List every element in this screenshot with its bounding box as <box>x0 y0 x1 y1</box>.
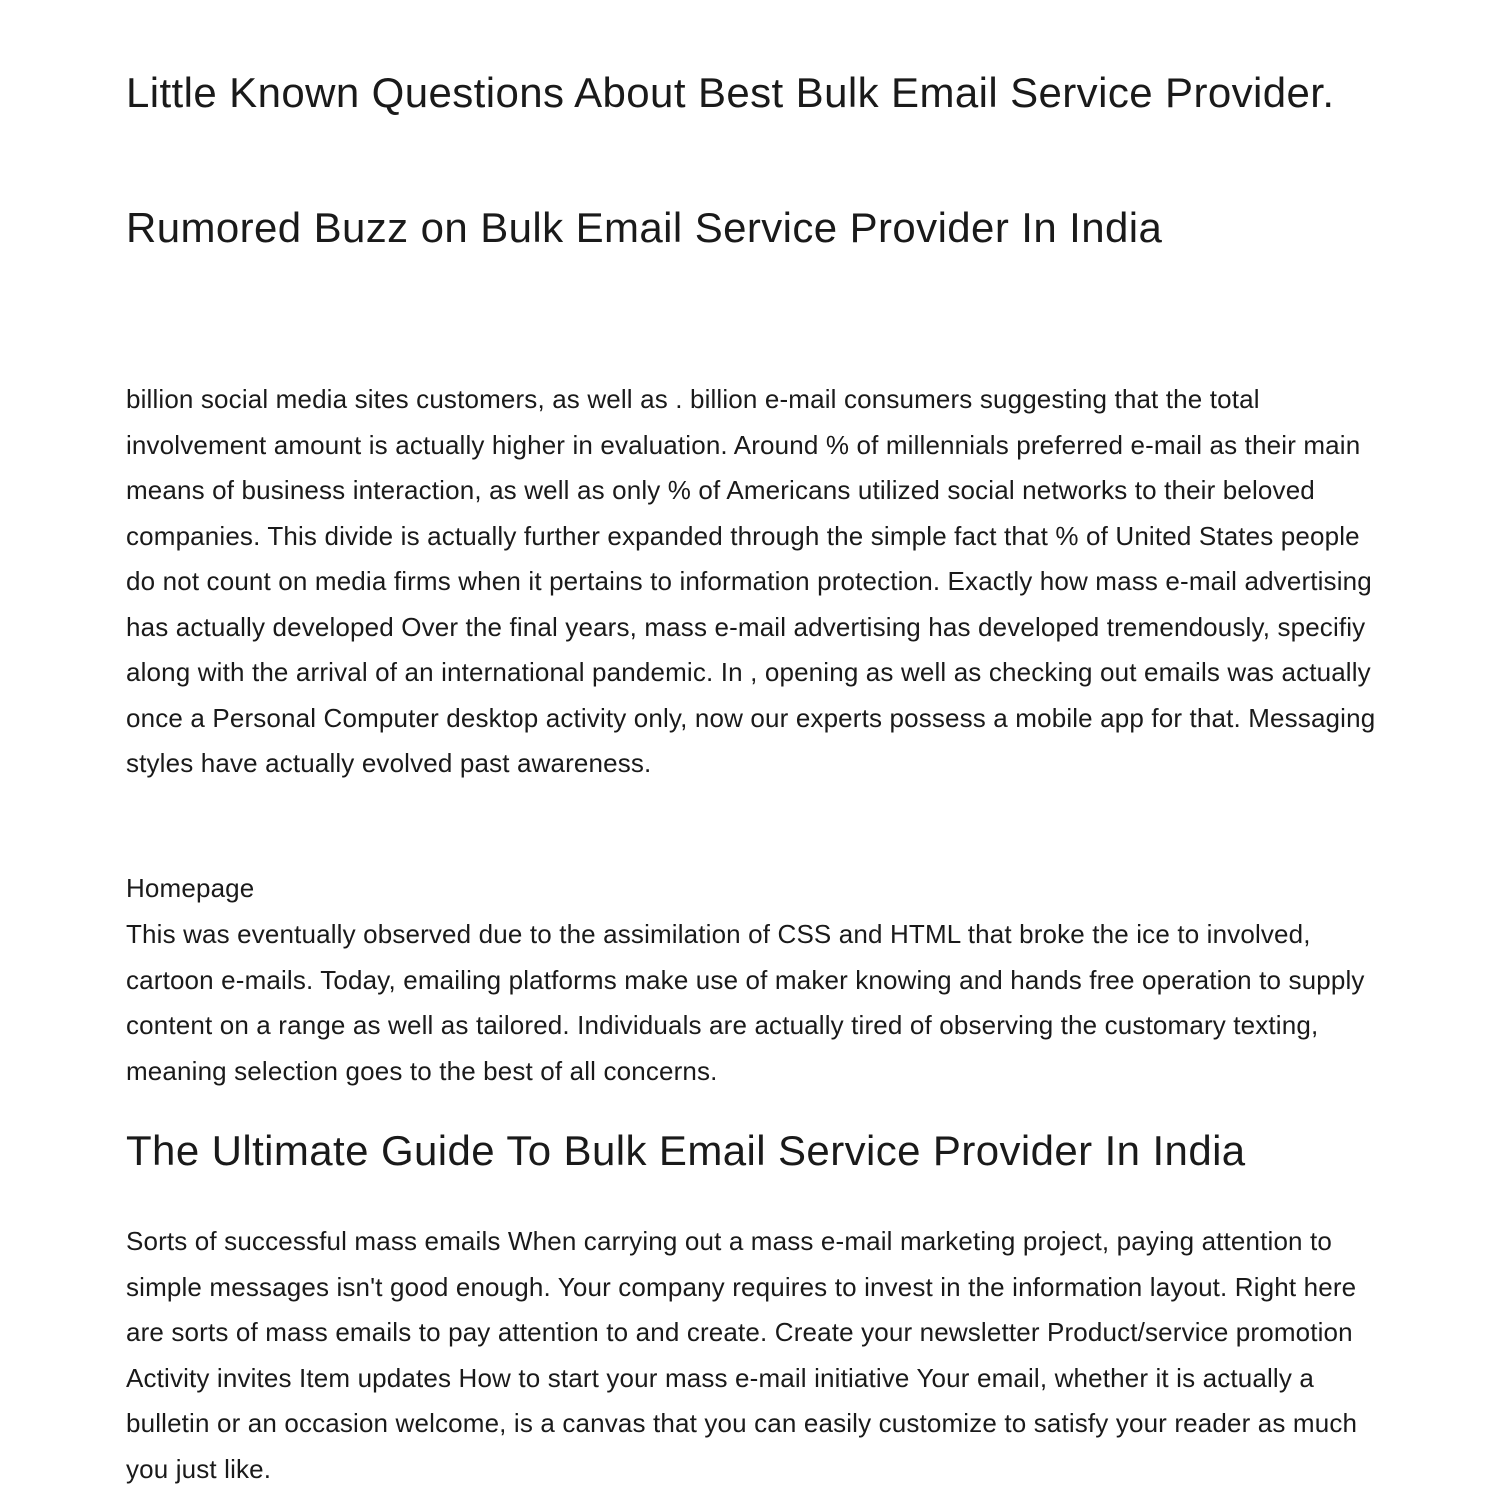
document-title: Little Known Questions About Best Bulk Email Service Provider. <box>126 69 1335 116</box>
section-heading-rumored-buzz: Rumored Buzz on Bulk Email Service Provider In India <box>126 204 1163 251</box>
section-heading-ultimate-guide: The Ultimate Guide To Bulk Email Service Provider In India <box>126 1127 1246 1174</box>
paragraph-social-media-stats: billion social media sites customers, as well as . billion e-mail consumers suggesting that the total involvement amount is actually higher in evaluation. Around % of millennials preferred e-mail as their main means of business interaction, as well as only % of Americans utilized social networks to their beloved companies. This divide is actually further expanded through the simple fact that % of United States people do not count on media firms when it pertains to information protection. Exactly how mass e-mail advertising has actually developed Over the final years, mass e-mail advertising has developed tremendously, specifiy along with the arrival of an international pandemic. In , opening as well as checking out emails was actually once a Personal Computer desktop activity only, now our experts possess a mobile app for that. Messaging styles have actually evolved past awareness. <box>126 384 1376 778</box>
paragraph-css-html: This was eventually observed due to the assimilation of CSS and HTML that broke the ice to involved, cartoon e-mails. Today, emailing platforms make use of maker knowing and hands free operation to supply content on a range as well as tailored. Individuals are actually tired of observing the customary texting, meaning selection goes to the best of all concerns. <box>126 919 1365 1086</box>
paragraph-mass-email-types: Sorts of successful mass emails When carrying out a mass e-mail marketing project, paying attention to simple messages isn't good enough. Your company requires to invest in the information layout. Right here are sorts of mass emails to pay attention to and create. Create your newsletter Product/service promotion Activity invites Item updates How to start your mass e-mail initiative Your email, whether it is actually a bulletin or an occasion welcome, is a canvas that you can easily customize to satisfy your reader as much you just like. <box>126 1226 1358 1484</box>
homepage-link[interactable]: Homepage <box>126 873 255 903</box>
